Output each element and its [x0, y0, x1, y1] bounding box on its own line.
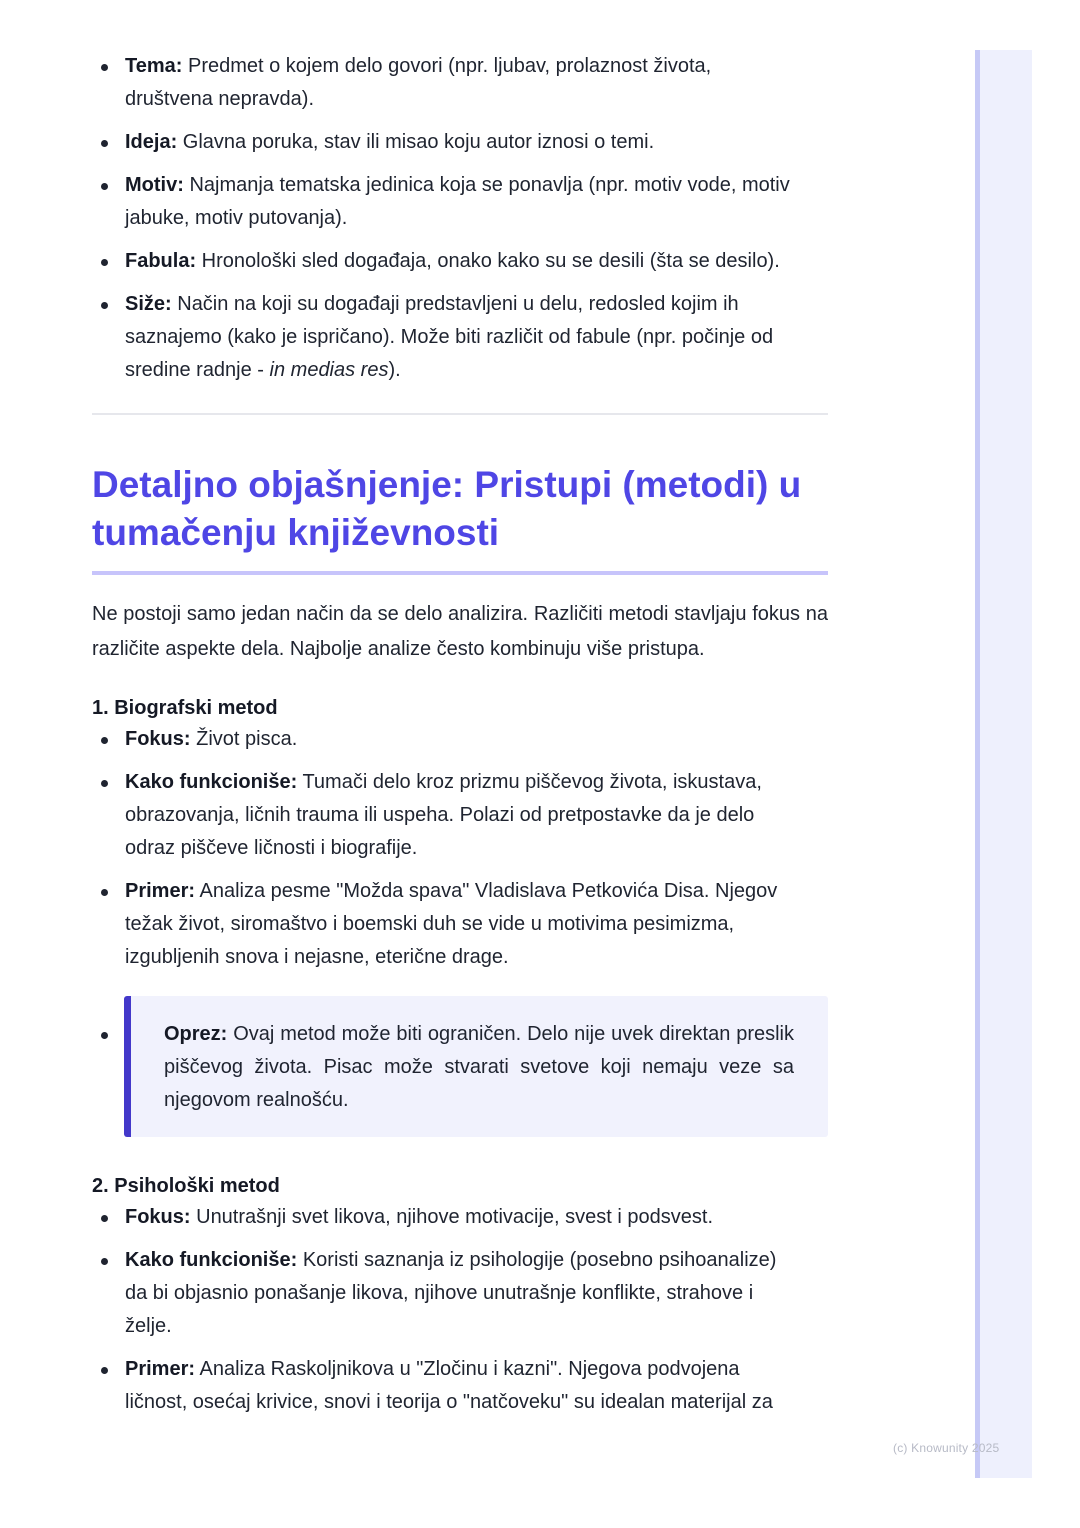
list-item-text: obrazovanja, ličnih trauma ili uspeha. Polazi od pretpostavke da je delo	[125, 804, 755, 826]
list-item-term: Siže:	[125, 293, 172, 315]
document-body	[92, 50, 828, 1429]
list-item-text: Unutrašnji svet likova, njihove motivacije, svest i podsvest.	[190, 1206, 714, 1228]
list-item	[92, 1201, 828, 1234]
list-item-text: in medias res	[269, 359, 389, 381]
list-item-text: ličnost, osećaj krivice, snovi i teorija o "natčoveku" su idealan materijal za	[125, 1391, 773, 1413]
bullet-dot	[101, 889, 108, 896]
list-item-text: Analiza Raskoljnikova u "Zločinu i kazni". Njegova podvojena	[195, 1358, 740, 1380]
section-divider	[92, 413, 828, 415]
list-item-text: Najmanja tematska jedinica koja se ponavlja (npr. motiv vode, motiv	[183, 174, 790, 196]
list-item-term: Fokus:	[125, 1206, 191, 1228]
list-item-text: društvena nepravda).	[125, 88, 315, 110]
list-item-text: ).	[388, 359, 401, 381]
list-item-text: odraz piščeve ličnosti i biografije.	[125, 837, 418, 859]
list-item	[92, 875, 828, 974]
list-item-text: Koristi saznanja iz psihologije (posebno psihoanalize)	[297, 1249, 777, 1271]
bullet-dot	[101, 780, 108, 787]
method-2-list	[92, 1201, 828, 1419]
list-item-text: izgubljenih snova i nejasne, eterične drage.	[125, 946, 509, 968]
definitions-list	[92, 50, 828, 387]
bullet-dot	[101, 302, 108, 309]
caution-term: Oprez:	[164, 1023, 228, 1045]
list-item-text: Život pisca.	[190, 728, 298, 750]
bullet-dot	[101, 140, 108, 147]
copyright-watermark: (c) Knowunity 2025	[893, 1441, 1000, 1455]
bullet-dot	[101, 259, 108, 266]
list-item-term: Fabula:	[125, 250, 197, 272]
list-item-text: sredine radnje -	[125, 359, 270, 381]
caution-callout	[124, 996, 828, 1137]
bullet-dot	[101, 1032, 108, 1039]
list-item-term: Ideja:	[125, 131, 178, 153]
caution-text: Ovaj metod može biti ograničen. Delo nije uvek direktan preslik piščevog života. Pisac može stvarati svetove koji nemaju veze sa njegovom realnošću.	[164, 1023, 794, 1111]
section-heading: Detaljno objašnjenje: Pristupi (metodi) u tumačenju književnosti	[92, 461, 828, 575]
list-item-term: Fokus:	[125, 728, 191, 750]
list-item-text: Glavna poruka, stav ili misao koju autor iznosi o temi.	[177, 131, 655, 153]
method-1-heading: 1. Biografski metod	[92, 697, 278, 719]
list-item-term: Kako funkcioniše:	[125, 771, 298, 793]
list-item	[92, 50, 828, 116]
bullet-dot	[101, 1258, 108, 1265]
list-item-text: težak život, siromaštvo i boemski duh se vide u motivima pesimizma,	[125, 913, 735, 935]
list-item	[92, 245, 828, 278]
list-item-text: jabuke, motiv putovanja).	[125, 207, 348, 229]
list-item-text: Način na koji su događaji predstavljeni u delu, redosled kojim ih	[171, 293, 739, 315]
bullet-dot	[101, 183, 108, 190]
section-intro: Ne postoji samo jedan način da se delo analizira. Različiti metodi stavljaju fokus na različite aspekte dela. Najbolje analize često kombinuju više pristupa.	[92, 603, 828, 660]
list-item	[92, 169, 828, 235]
list-item-term: Tema:	[125, 55, 183, 77]
list-item	[92, 288, 828, 387]
list-item-term: Motiv:	[125, 174, 184, 196]
bullet-dot	[101, 737, 108, 744]
list-item	[92, 766, 828, 865]
method-1-list	[92, 723, 828, 974]
list-item	[92, 1353, 828, 1419]
list-item-text: Analiza pesme "Možda spava" Vladislava Petkovića Disa. Njegov	[195, 880, 778, 902]
method-2-heading: 2. Psihološki metod	[92, 1175, 280, 1197]
list-item-text: saznajemo (kako je ispričano). Može biti različit od fabule (npr. počinje od	[125, 326, 774, 348]
list-item-term: Primer:	[125, 880, 196, 902]
list-item-text: da bi objasnio ponašanje likova, njihove unutrašnje konflikte, strahove i	[125, 1282, 754, 1304]
bullet-dot	[101, 1367, 108, 1374]
list-item-text: Predmet o kojem delo govori (npr. ljubav, prolaznost života,	[182, 55, 712, 77]
list-item	[92, 723, 828, 756]
page-sidebar	[975, 50, 1032, 1478]
list-item-text: želje.	[125, 1315, 172, 1337]
list-item	[92, 126, 828, 159]
list-item-term: Primer:	[125, 1358, 196, 1380]
list-item	[92, 1244, 828, 1343]
bullet-dot	[101, 64, 108, 71]
list-item-text: Tumači delo kroz prizmu piščevog života, iskustava,	[297, 771, 762, 793]
caution-list-item	[92, 996, 828, 1137]
list-item-term: Kako funkcioniše:	[125, 1249, 298, 1271]
list-item-text: Hronološki sled događaja, onako kako su se desili (šta se desilo).	[196, 250, 780, 272]
bullet-dot	[101, 1215, 108, 1222]
